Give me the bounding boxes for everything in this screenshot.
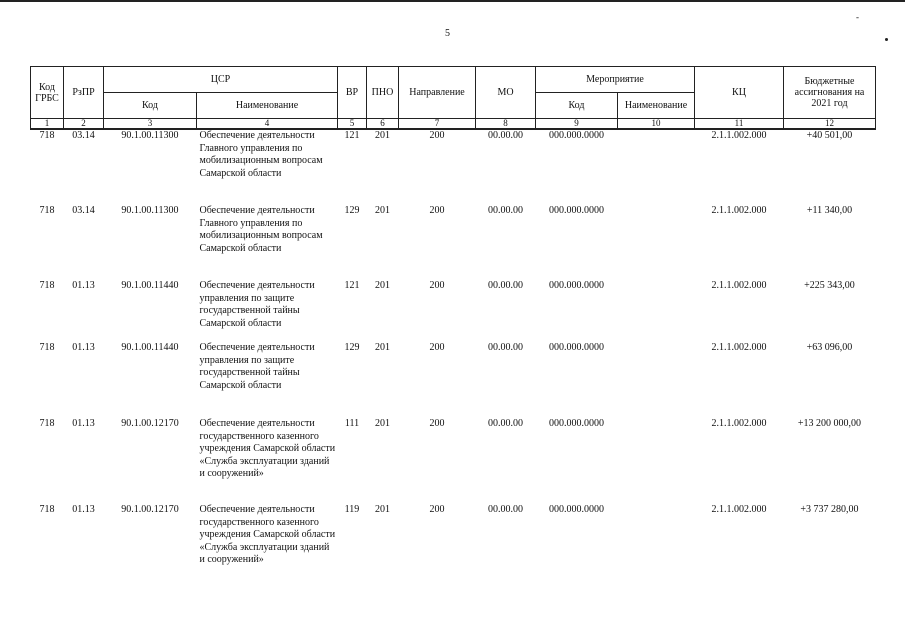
header-kc: КЦ [695,67,784,119]
budget-table [30,66,876,584]
cell-vr: 121 [344,280,360,291]
col-number: 11 [695,119,784,130]
cell-mer-name [618,418,695,504]
cell-grbs: 718 [39,418,55,429]
cell-mo: 00.00.00 [488,280,523,291]
cell-kc: 2.1.1.002.000 [711,280,767,291]
header-napravlenie: Направление [399,67,476,119]
cell-kc: 2.1.1.002.000 [711,504,767,515]
cell-amount: +63 096,00 [806,342,853,353]
header-budget: Бюджетные ассигнования на 2021 год [784,67,876,119]
cell-amount: +3 737 280,00 [800,504,859,515]
cell-pno: 201 [375,418,390,429]
cell-kc: 2.1.1.002.000 [711,130,767,141]
header-rzpr: РзПР [64,67,104,119]
col-number: 5 [338,119,367,130]
cell-grbs: 718 [39,130,55,141]
cell-napr: 200 [429,342,445,353]
cell-grbs: 718 [39,205,55,216]
cell-grbs: 718 [39,280,55,291]
cell-vr: 129 [344,205,360,216]
cell-rzpr: 01.13 [72,280,95,291]
cell-mer: 000.000.0000 [549,205,604,216]
header-csr-name: Наименование [197,93,338,119]
table-row [31,205,876,280]
cell-amount: +13 200 000,00 [797,418,862,429]
header-mo: МО [476,67,536,119]
page-number: 5 [445,28,450,39]
header-csr-kod: Код [104,93,197,119]
cell-pno: 201 [375,130,390,141]
cell-pno: 201 [375,504,390,515]
cell-vr: 121 [344,130,360,141]
cell-kc: 2.1.1.002.000 [711,418,767,429]
cell-grbs: 718 [39,342,55,353]
cell-csr: 90.1.00.11440 [121,342,179,353]
cell-rzpr: 03.14 [72,205,95,216]
cell-rzpr: 01.13 [72,418,95,429]
col-number: 8 [476,119,536,130]
header-kod-grbs: Код ГРБС [31,67,64,119]
cell-mer-name [618,342,695,418]
col-number: 9 [536,119,618,130]
header-mer-name: Наименование [618,93,695,119]
cell-napr: 200 [429,130,445,141]
cell-amount: +225 343,00 [804,280,855,291]
header-vr: ВР [338,67,367,119]
cell-napr: 200 [429,418,445,429]
header-mer-kod: Код [536,93,618,119]
cell-csr: 90.1.00.11300 [121,130,179,141]
cell-csr: 90.1.00.11300 [121,205,179,216]
cell-mo: 00.00.00 [488,342,523,353]
col-number: 6 [367,119,399,130]
cell-vr: 129 [344,342,360,353]
header-csr: ЦСР [104,67,338,93]
table-row [31,342,876,418]
cell-name: Обеспечение деятельности государственного казенного учреждения Самарской области «Служба эксплуатации зданий и сооружений» [199,418,336,479]
cell-vr: 119 [344,504,360,515]
col-number: 1 [31,119,64,130]
cell-mer-name [618,504,695,584]
cell-mer: 000.000.0000 [549,418,604,429]
cell-mo: 00.00.00 [488,130,523,141]
cell-csr: 90.1.00.12170 [121,504,179,515]
cell-amount: +11 340,00 [806,205,853,216]
cell-mer-name [618,129,695,205]
col-number: 7 [399,119,476,130]
page-top-border [0,0,905,2]
col-number: 12 [784,119,876,130]
header-pno: ПНО [367,67,399,119]
cell-name: Обеспечение деятельности управления по защите государственной тайны Самарской области [199,280,315,329]
cell-mer-name [618,280,695,342]
cell-amount: +40 501,00 [806,130,853,141]
table-row [31,418,876,504]
cell-rzpr: 03.14 [72,130,95,141]
cell-rzpr: 01.13 [72,342,95,353]
cell-mer: 000.000.0000 [549,342,604,353]
table-row [31,504,876,584]
table-row [31,129,876,205]
cell-mer: 000.000.0000 [549,130,604,141]
cell-kc: 2.1.1.002.000 [711,205,767,216]
cell-kc: 2.1.1.002.000 [711,342,767,353]
cell-napr: 200 [429,504,445,515]
col-number: 4 [197,119,338,130]
scan-mark: - [856,12,859,22]
cell-name: Обеспечение деятельности Главного управления по мобилизационным вопросам Самарской области [199,205,323,254]
scan-dot [885,38,888,41]
cell-pno: 201 [375,205,390,216]
col-number: 3 [104,119,197,130]
cell-mo: 00.00.00 [488,205,523,216]
col-number: 10 [618,119,695,130]
cell-name: Обеспечение деятельности управления по защите государственной тайны Самарской области [199,342,315,391]
cell-napr: 200 [429,280,445,291]
cell-rzpr: 01.13 [72,504,95,515]
cell-csr: 90.1.00.12170 [121,418,179,429]
header-meropriyatie: Мероприятие [536,67,695,93]
cell-mer: 000.000.0000 [549,504,604,515]
cell-csr: 90.1.00.11440 [121,280,179,291]
cell-grbs: 718 [39,504,55,515]
cell-mo: 00.00.00 [488,504,523,515]
cell-name: Обеспечение деятельности государственного казенного учреждения Самарской области «Служба эксплуатации зданий и сооружений» [199,504,336,565]
cell-vr: 111 [344,418,360,429]
cell-mer: 000.000.0000 [549,280,604,291]
cell-pno: 201 [375,342,390,353]
table-row [31,280,876,342]
cell-napr: 200 [429,205,445,216]
cell-mo: 00.00.00 [488,418,523,429]
cell-name: Обеспечение деятельности Главного управления по мобилизационным вопросам Самарской области [199,130,323,179]
col-number: 2 [64,119,104,130]
cell-pno: 201 [375,280,390,291]
cell-mer-name [618,205,695,280]
